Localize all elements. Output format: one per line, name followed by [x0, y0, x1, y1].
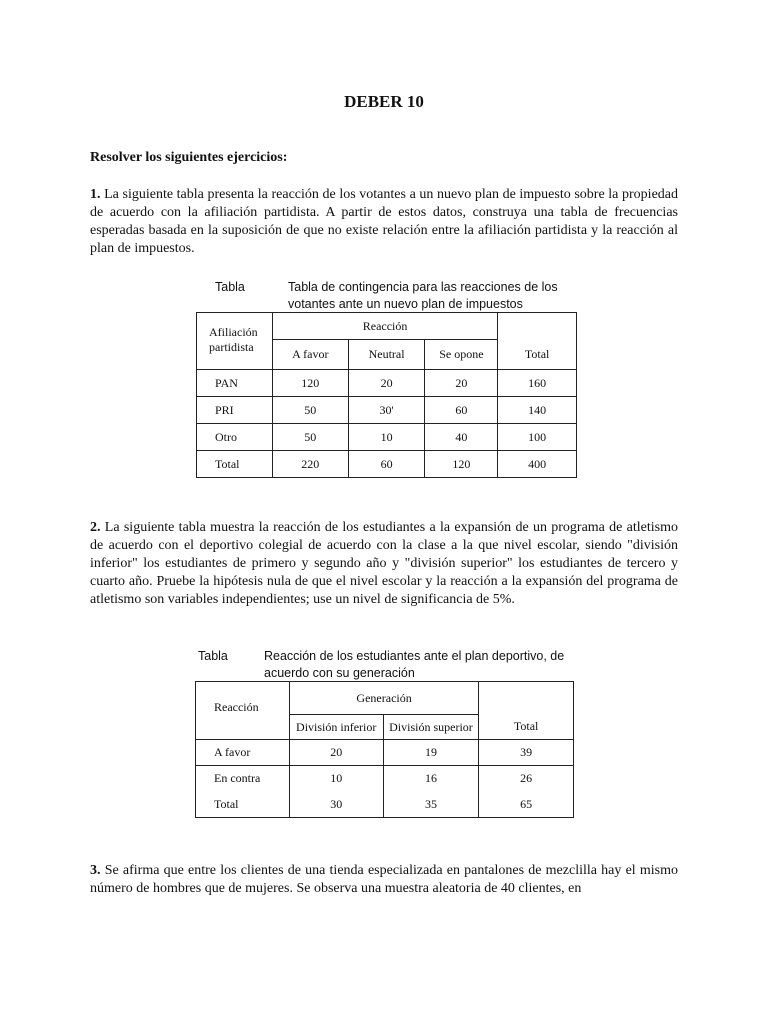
table-row	[197, 370, 577, 397]
table-2-row-label: En contra	[196, 766, 290, 792]
table-1-col-neutral: Neutral	[348, 340, 425, 370]
table-row	[196, 766, 574, 792]
table-1-row-label: Total	[197, 451, 273, 478]
table-cell: 60	[425, 397, 498, 424]
table-row	[196, 792, 574, 818]
table-cell-total: 65	[479, 792, 574, 818]
table-1-total-header-spacer	[498, 313, 577, 340]
table-cell-total: 39	[479, 740, 574, 766]
table-2	[195, 681, 574, 818]
table-cell: 20	[289, 740, 383, 766]
table-2-caption-line-2: acuerdo con su generación	[264, 666, 415, 680]
exercise-1-text: La siguiente tabla presenta la reacción de los votantes a un nuevo plan de impuesto sobre la propiedad de acuerdo con la afiliación partidista. A partir de estos datos, construya una tabla de frecuencias esperadas basada en la suposición de que no existe relación entre la afiliación partidista y la reacción al plan de impuestos.	[90, 187, 678, 256]
table-1-caption	[288, 279, 558, 313]
exercise-2-paragraph	[90, 519, 678, 609]
table-1-group-header: Reacción	[272, 313, 497, 340]
table-cell: 50	[272, 424, 348, 451]
table-cell: 120	[272, 370, 348, 397]
table-1-caption-line-2: votantes ante un nuevo plan de impuestos	[288, 297, 523, 311]
table-1-col-se-opone: Se opone	[425, 340, 498, 370]
table-cell-total: 100	[498, 424, 577, 451]
table-1-caption-line-1: Tabla de contingencia para las reacciones de los	[288, 280, 558, 294]
table-cell-total: 160	[498, 370, 577, 397]
table-row	[197, 451, 577, 478]
table-2-caption	[264, 648, 564, 682]
table-2-row-label: Total	[196, 792, 290, 818]
table-1-col-total: Total	[498, 340, 577, 370]
table-cell: 10	[348, 424, 425, 451]
table-2-col-division-inferior: División inferior	[289, 715, 383, 740]
table-1-row-label: Otro	[197, 424, 273, 451]
table-cell: 10	[289, 766, 383, 792]
exercise-3-text: Se afirma que entre los clientes de una tienda especializada en pantalones de mezclilla hay el mismo número de hombres que de mujeres. Se observa una muestra aleatoria de 40 clientes, en	[90, 863, 678, 896]
table-cell: 60	[348, 451, 425, 478]
table-cell: 40	[425, 424, 498, 451]
table-2-label: Tabla	[198, 649, 228, 663]
exercise-2-text: La siguiente tabla muestra la reacción de los estudiantes a la expansión de un programa de atletismo de acuerdo con el deportivo colegial de acuerdo con la clase a la que nivel escolar, siendo "división inferior" los estudiantes de primero y segundo año y "división superior" los estudiantes de tercero y cuarto año. Pruebe la hipótesis nula de que el nivel escolar y la reacción a la expansión del programa de atletismo son variables independientes; use un nivel de significancia de 5%.	[90, 520, 678, 607]
table-cell: 20	[348, 370, 425, 397]
table-1-row-header-line-2: partidista	[209, 339, 254, 354]
instructions-heading: Resolver los siguientes ejercicios:	[90, 150, 288, 165]
table-2-col-total: Total	[479, 715, 574, 740]
exercise-3-paragraph	[90, 862, 678, 898]
table-cell-total: 140	[498, 397, 577, 424]
table-2-row-label: A favor	[196, 740, 290, 766]
table-cell: 20	[425, 370, 498, 397]
table-row	[196, 740, 574, 766]
table-1-row-header	[197, 313, 273, 340]
table-1-row-label: PRI	[197, 397, 273, 424]
table-cell-total: 400	[498, 451, 577, 478]
table-cell: 19	[383, 740, 479, 766]
table-cell: 30'	[348, 397, 425, 424]
table-row	[197, 397, 577, 424]
table-2-row-header-cont	[196, 715, 290, 740]
table-2-caption-line-1: Reacción de los estudiantes ante el plan deportivo, de	[264, 649, 565, 663]
exercise-3-number: 3.	[90, 863, 101, 878]
table-1-label: Tabla	[215, 280, 245, 294]
table-1-row-header-cont	[197, 340, 273, 370]
table-2-col-division-superior: División superior	[383, 715, 479, 740]
table-cell-total: 26	[479, 766, 574, 792]
table-row	[197, 424, 577, 451]
table-2-group-header: Generación	[289, 682, 478, 715]
table-cell: 16	[383, 766, 479, 792]
table-1-col-a-favor: A favor	[272, 340, 348, 370]
exercise-1-paragraph	[90, 186, 678, 258]
table-2-total-header-spacer	[479, 682, 574, 715]
table-2-row-header: Reacción	[196, 682, 290, 715]
table-1-row-label: PAN	[197, 370, 273, 397]
exercise-2-number: 2.	[90, 520, 101, 535]
exercise-1-number: 1.	[90, 187, 101, 202]
table-1-row-header-line-1: Afiliación	[209, 324, 258, 339]
table-cell: 30	[289, 792, 383, 818]
table-cell: 50	[272, 397, 348, 424]
table-cell: 120	[425, 451, 498, 478]
document-title: DEBER 10	[344, 92, 424, 111]
table-cell: 35	[383, 792, 479, 818]
table-cell: 220	[272, 451, 348, 478]
table-1	[196, 312, 577, 478]
